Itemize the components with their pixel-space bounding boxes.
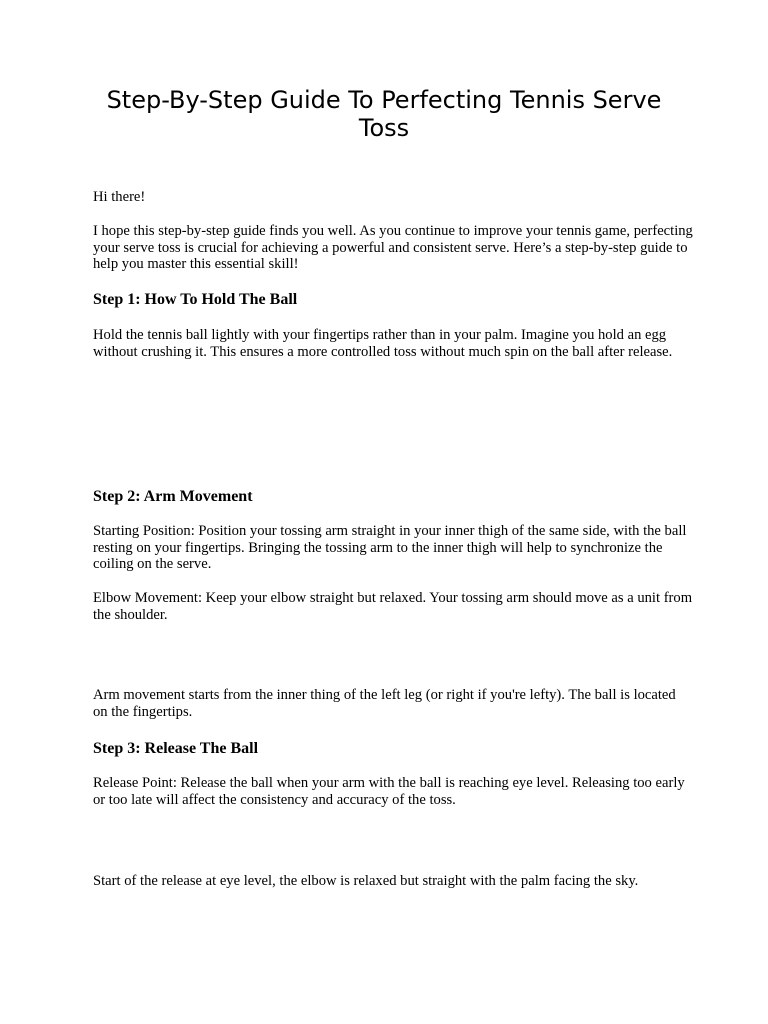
step-1-heading: Step 1: How To Hold The Ball	[93, 291, 298, 308]
step-2-caption: Arm movement starts from the inner thing of the left leg (or right if you're lefty). The ball is located on the fingertips.	[93, 687, 676, 720]
step-3-heading: Step 3: Release The Ball	[93, 740, 259, 757]
step-3-caption: Start of the release at eye level, the elbow is relaxed but straight with the palm facing the sky.	[93, 873, 639, 889]
step-2-elbow-movement: Elbow Movement: Keep your elbow straight but relaxed. Your tossing arm should move as a unit from the shoulder.	[93, 590, 693, 623]
step-1-paragraph: Hold the tennis ball lightly with your fingertips rather than in your palm. Imagine you hold an egg without crushing it. This ensures a more controlled toss without much spin on the ball after release.	[93, 327, 673, 360]
page-title: Step-By-Step Guide To Perfecting Tennis Serve Toss	[106, 86, 662, 142]
step-2-starting-position: Starting Position: Position your tossing arm straight in your inner thigh of the same side, with the ball resting on your fingertips. Bringing the tossing arm to the inner thigh will help to synchronize the coiling on the serve.	[93, 523, 687, 573]
step-3-release-point: Release Point: Release the ball when your arm with the ball is reaching eye level. Releasing too early or too late will affect the consistency and accuracy of the toss.	[93, 775, 685, 808]
greeting-text: Hi there!	[93, 189, 146, 205]
step-2-heading: Step 2: Arm Movement	[93, 488, 253, 505]
intro-paragraph: I hope this step-by-step guide finds you well. As you continue to improve your tennis game, perfecting your serve toss is crucial for achieving a powerful and consistent serve. Here’s a step-by-step guide to help you master this essential skill!	[93, 223, 693, 273]
